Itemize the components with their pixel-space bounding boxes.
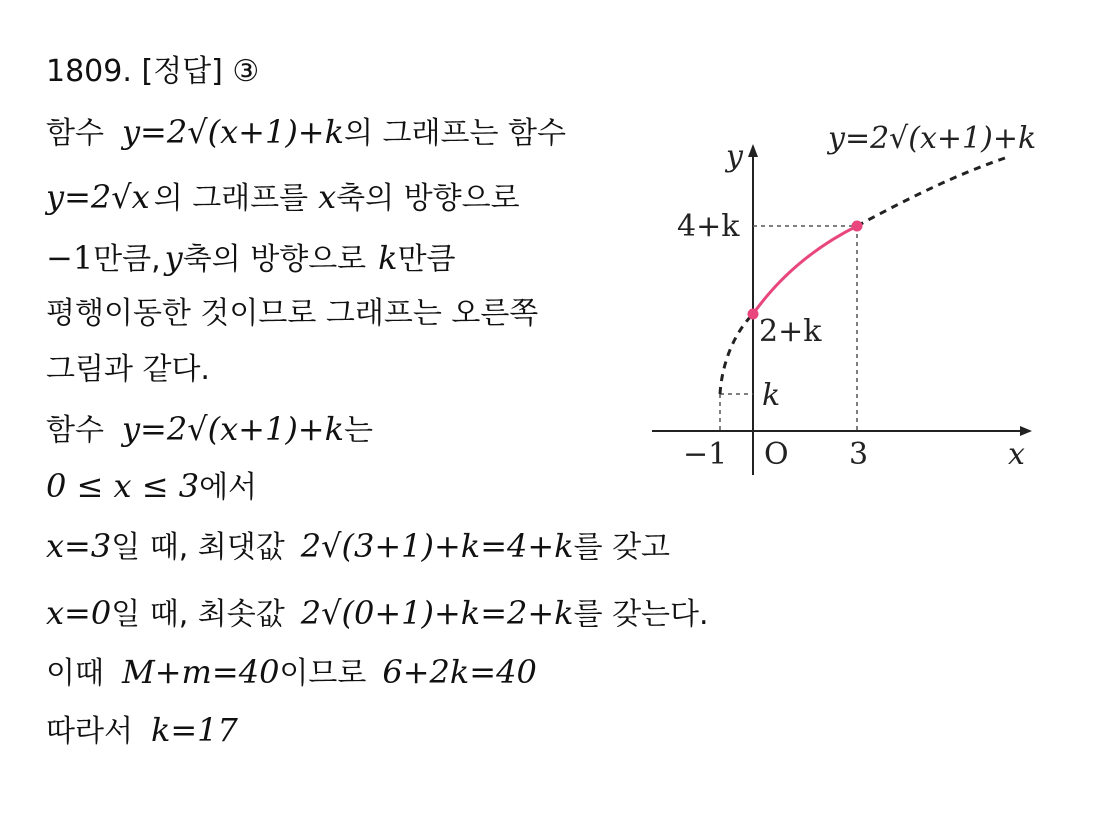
max-point — [852, 221, 863, 232]
y-tick-2k: 2+k — [759, 314, 822, 349]
final-answer: k=17 — [150, 711, 238, 749]
text-fragment: 일 때, 최솟값 — [111, 597, 285, 632]
text-fragment: 축의 방향으로 — [182, 242, 367, 277]
y-tick-4k: 4+k — [677, 209, 740, 244]
answer-tag: [정답] — [141, 54, 223, 89]
y-axis-arrow — [748, 144, 758, 157]
curve-label: y=2√(x+1)+k — [828, 121, 1037, 156]
min-value-expression: 2√(0+1)+k=2+k — [300, 594, 574, 632]
shift-value: −1 — [46, 239, 94, 277]
curve-right-dashed — [857, 158, 1005, 226]
function-expression: y=2√(x+1)+k — [121, 410, 344, 448]
text-line-6: 그림과 같다. — [46, 352, 210, 387]
condition-max: x=3 — [46, 527, 112, 565]
x-tick-3: 3 — [849, 437, 869, 472]
sum-equation: M+m=40 — [121, 653, 280, 691]
text-fragment: 축의 방향으로 — [336, 181, 520, 216]
condition-min: x=0 — [46, 594, 112, 632]
math-k: k — [378, 239, 398, 277]
text-line-5: 평행이동한 것이므로 그래프는 오른쪽 — [46, 296, 539, 331]
text-fragment: 이때 — [46, 656, 104, 691]
min-point — [748, 309, 759, 320]
answer-value: ③ — [232, 54, 260, 89]
x-axis-arrow — [1020, 426, 1032, 436]
function-expression: y=2√(x+1)+k — [121, 113, 344, 151]
x-tick-minus1: −1 — [683, 437, 728, 472]
origin-label: O — [764, 437, 789, 472]
word-function: 함수 — [46, 413, 104, 448]
word-function: 함수 — [46, 116, 104, 151]
math-y: y — [164, 239, 183, 277]
y-axis-label: y — [726, 139, 743, 174]
text-fragment: 만큼, — [93, 242, 161, 277]
x-axis-label: x — [1008, 437, 1025, 472]
text-fragment: 의 그래프는 함수 — [344, 116, 566, 151]
max-value-expression: 2√(3+1)+k=4+k — [300, 527, 574, 565]
text-fragment: 를 갖고 — [573, 530, 671, 565]
domain-range: 0 ≤ x ≤ 3 — [46, 467, 200, 505]
text-fragment: 에서 — [199, 470, 258, 505]
math-x: x — [318, 178, 337, 216]
curve-highlight-segment — [753, 226, 857, 314]
text-fragment: 를 갖는다. — [573, 597, 709, 632]
y-tick-k: k — [762, 378, 781, 413]
text-fragment: 는 — [344, 413, 373, 448]
text-fragment: 만큼 — [397, 242, 456, 277]
k-equation: 6+2k=40 — [382, 653, 537, 691]
text-fragment: 의 그래프를 — [153, 181, 309, 216]
problem-number: 1809. — [46, 54, 132, 89]
text-fragment: 일 때, 최댓값 — [111, 530, 285, 565]
text-fragment: 따라서 — [46, 714, 133, 749]
text-fragment: 이므로 — [279, 656, 367, 691]
base-function-expression: y=2√x — [46, 178, 150, 216]
curve-left-dashed — [720, 314, 753, 394]
